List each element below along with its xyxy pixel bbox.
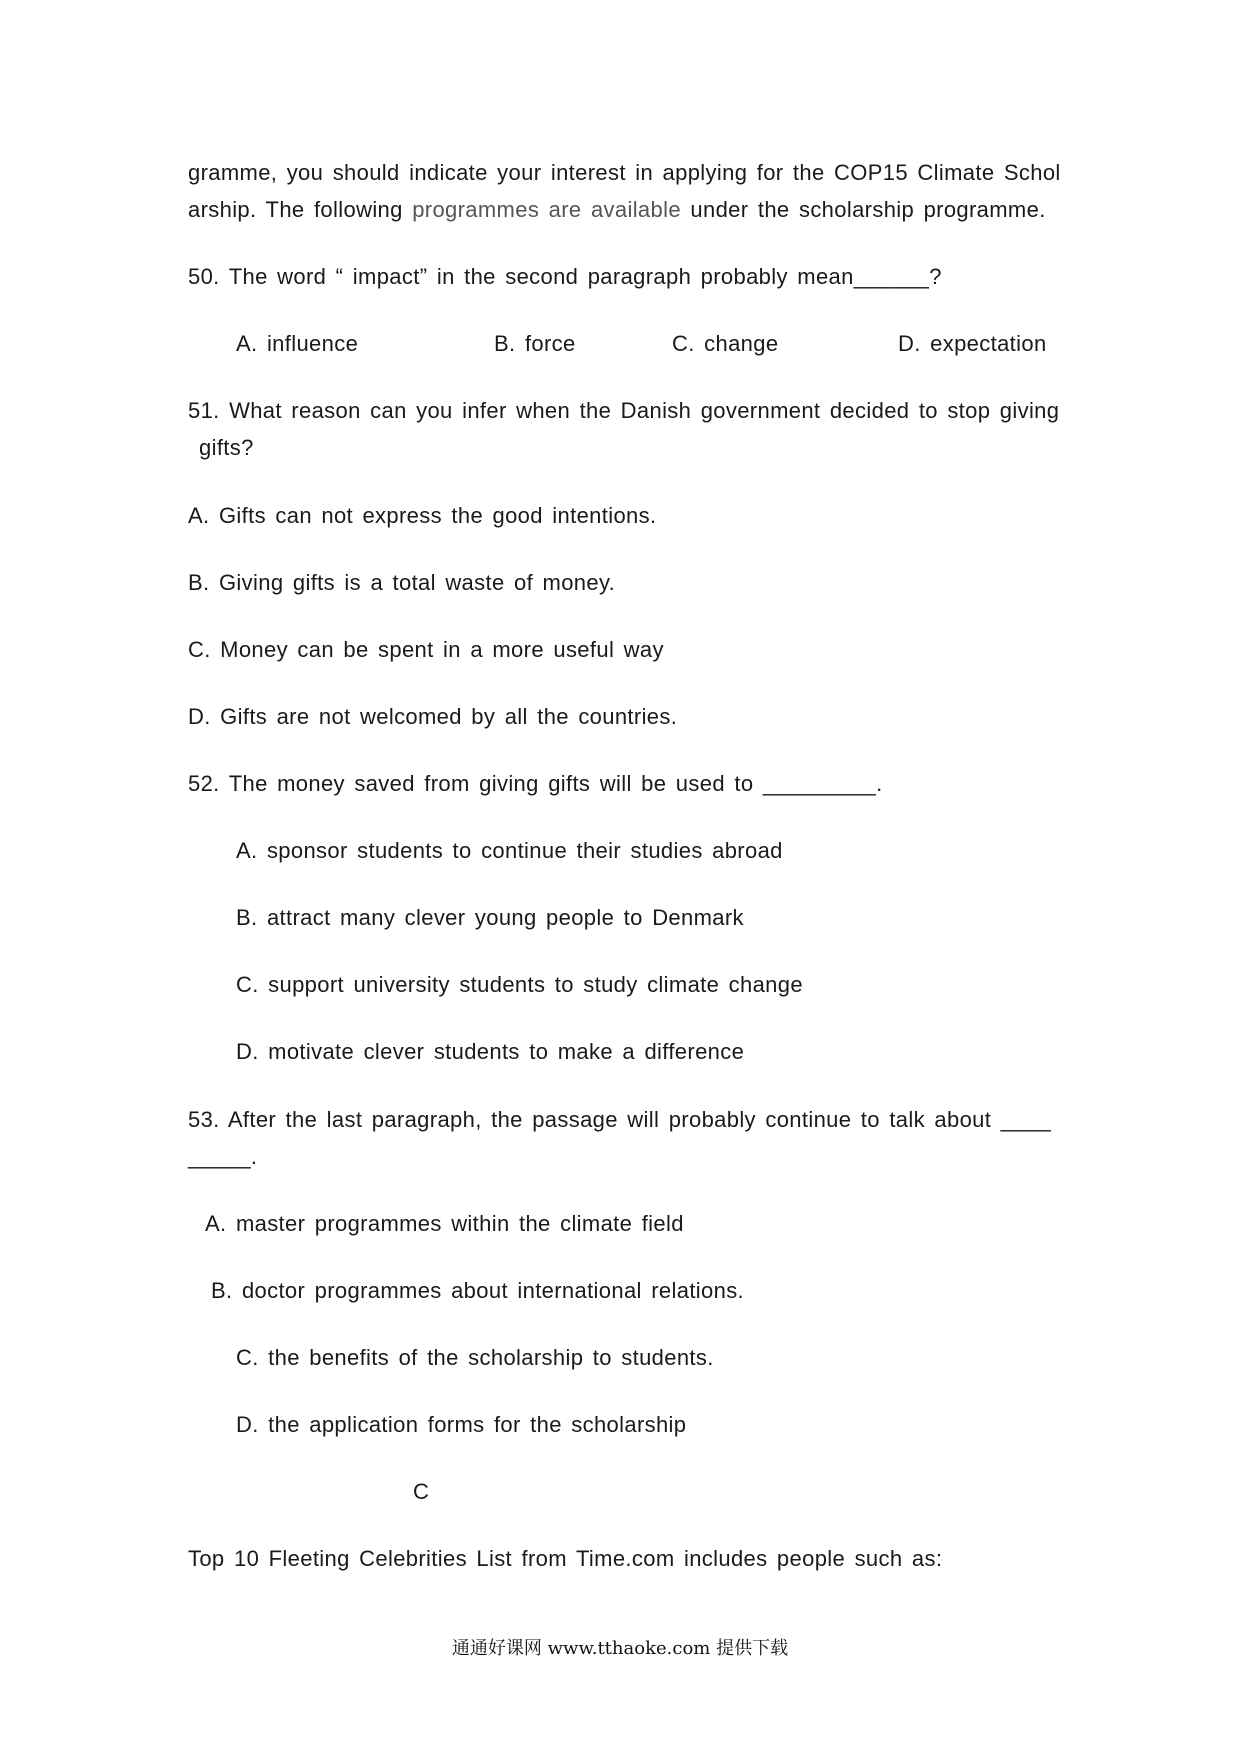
question-52-option-c: C. support university students to study climate change (236, 972, 803, 997)
passage-line-2-end: under the scholarship programme. (680, 197, 1046, 222)
question-50-stem: 50. The word “ impact” in the second paragraph probably mean______? (188, 264, 942, 289)
passage-line-2 (188, 196, 1046, 224)
question-51-option-b: B. Giving gifts is a total waste of money. (188, 570, 616, 595)
question-51-option-c: C. Money can be spent in a more useful way (188, 637, 664, 662)
question-50-option-d: D. expectation (898, 331, 1047, 356)
question-52-option-b: B. attract many clever young people to Denmark (236, 905, 744, 930)
question-52-option-d: D. motivate clever students to make a difference (236, 1039, 745, 1064)
question-53-option-a: A. master programmes within the climate field (205, 1211, 684, 1236)
question-53-stem-line-2: _____. (188, 1144, 258, 1169)
question-51-option-d: D. Gifts are not welcomed by all the countries. (188, 704, 678, 729)
next-passage-intro: Top 10 Fleeting Celebrities List from Time.com includes people such as: (188, 1546, 943, 1571)
section-heading-c: C (413, 1479, 430, 1504)
question-51-option-a: A. Gifts can not express the good intentions. (188, 503, 657, 528)
question-53-option-c: C. the benefits of the scholarship to students. (236, 1345, 714, 1370)
question-50-option-a: A. influence (236, 331, 359, 356)
question-52-stem: 52. The money saved from giving gifts will be used to _________. (188, 771, 883, 796)
passage-line-1: gramme, you should indicate your interest in applying for the COP15 Climate Schol (188, 160, 1061, 185)
question-53-stem-line-1: 53. After the last paragraph, the passage will probably continue to talk about ____ (188, 1107, 1052, 1132)
question-51-stem-line-1: 51. What reason can you infer when the Danish government decided to stop giving (188, 398, 1060, 423)
question-51-stem-line-2: gifts? (199, 435, 254, 460)
passage-line-2-start: arship. The following (188, 197, 413, 222)
question-52-option-a: A. sponsor students to continue their studies abroad (236, 838, 783, 863)
question-50-option-c: C. change (672, 331, 779, 356)
question-53-option-b: B. doctor programmes about international relations. (211, 1278, 745, 1303)
question-50-option-b: B. force (494, 331, 576, 356)
question-53-option-d: D. the application forms for the scholarship (236, 1412, 687, 1437)
page-footer: 通通好课网 www.tthaoke.com 提供下载 (451, 1638, 789, 1659)
passage-line-2-grey-text: programmes are available (412, 197, 681, 222)
